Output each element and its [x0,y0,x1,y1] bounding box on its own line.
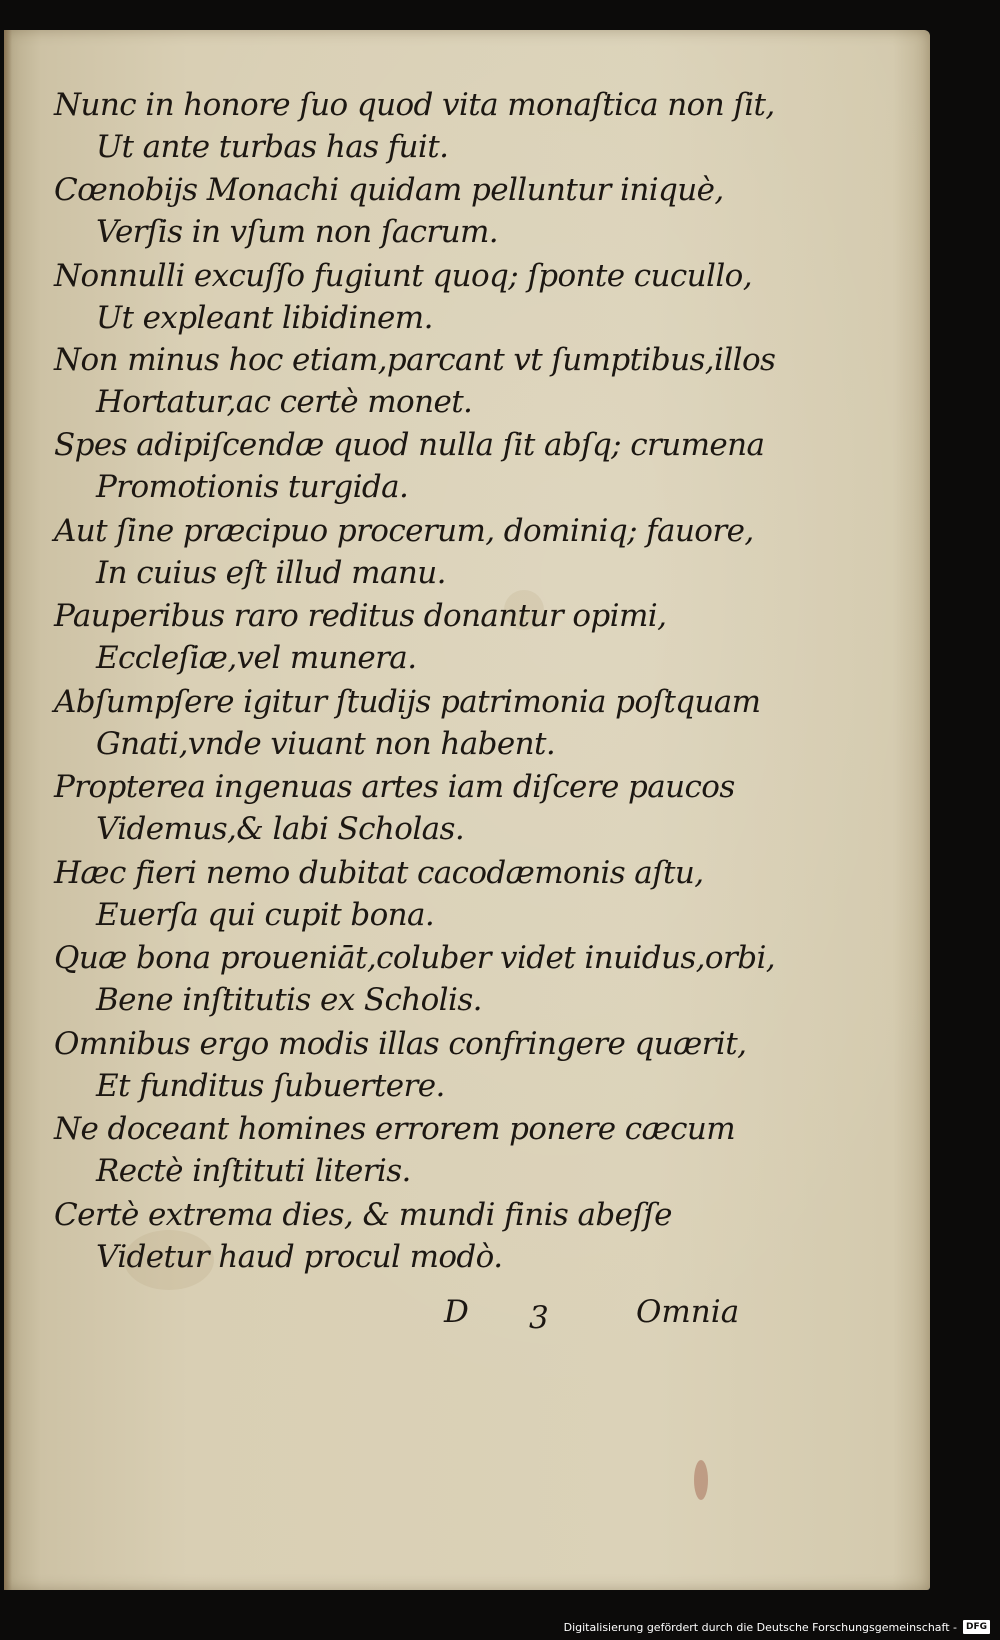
page-number: 3 [529,1300,549,1336]
verse-line: Ut ante turbas has fuit. [96,129,449,165]
credit-text: Digitalisierung gefördert durch die Deutsche Forschungsgemeinschaft - [563,1620,957,1634]
verse-line: Cœnobijs Monachi quidam pelluntur iniquè, [54,172,724,208]
verse-line: Rectè inſtituti literis. [96,1153,411,1189]
verse-block [4,30,930,1590]
verse-line: Nonnulli excuſſo fugiunt quoq; ſponte cucullo, [54,258,752,294]
verse-line: Hortatur,ac certè monet. [96,384,473,420]
verse-line: Nunc in honore ſuo quod vita monaſtica non ſit, [54,87,775,123]
verse-line: Spes adipiſcendæ quod nulla ſit abſq; crumena [54,427,765,463]
verse-line: Videmus,& labi Scholas. [96,811,465,847]
verse-line: Eccleſiæ,vel munera. [96,640,417,676]
verse-line: In cuius eſt illud manu. [96,555,446,591]
verse-line: Ne doceant homines errorem ponere cæcum [54,1111,736,1147]
verse-line: Omnibus ergo modis illas confringere quærit, [54,1026,747,1062]
verse-line: Videtur haud procul modò. [96,1239,503,1275]
verse-line: Aut ſine præcipuo procerum, dominiq; fauore, [54,513,754,549]
verse-line: Gnati,vnde viuant non habent. [96,726,556,762]
verse-line: Promotionis turgida. [96,469,409,505]
verse-line: Hæc fieri nemo dubitat cacodæmonis aſtu, [54,855,704,891]
verse-line: Non minus hoc etiam,parcant vt ſumptibus,illos [54,342,776,378]
signature-mark: D [444,1294,469,1330]
verse-line: Certè extrema dies, & mundi finis abeſſe [54,1197,672,1233]
digitization-credit [564,1617,990,1637]
verse-line: Quæ bona proueniāt,coluber videt inuidus,orbi, [54,940,776,976]
verse-line: Et funditus ſubuertere. [96,1068,445,1104]
catchword: Omnia [636,1294,740,1330]
paper-page [4,30,930,1590]
verse-line: Ut expleant libidinem. [96,300,433,336]
dfg-logo: DFG [963,1620,990,1634]
verse-line: Propterea ingenuas artes iam diſcere paucos [54,769,735,805]
verse-line: Euerſa qui cupit bona. [96,897,435,933]
verse-line: Pauperibus raro reditus donantur opimi, [54,598,667,634]
verse-line: Verſis in vſum non ſacrum. [96,214,498,250]
verse-line: Bene inſtitutis ex Scholis. [96,982,482,1018]
verse-line: Abſumpſere igitur ſtudijs patrimonia poſtquam [54,684,761,720]
